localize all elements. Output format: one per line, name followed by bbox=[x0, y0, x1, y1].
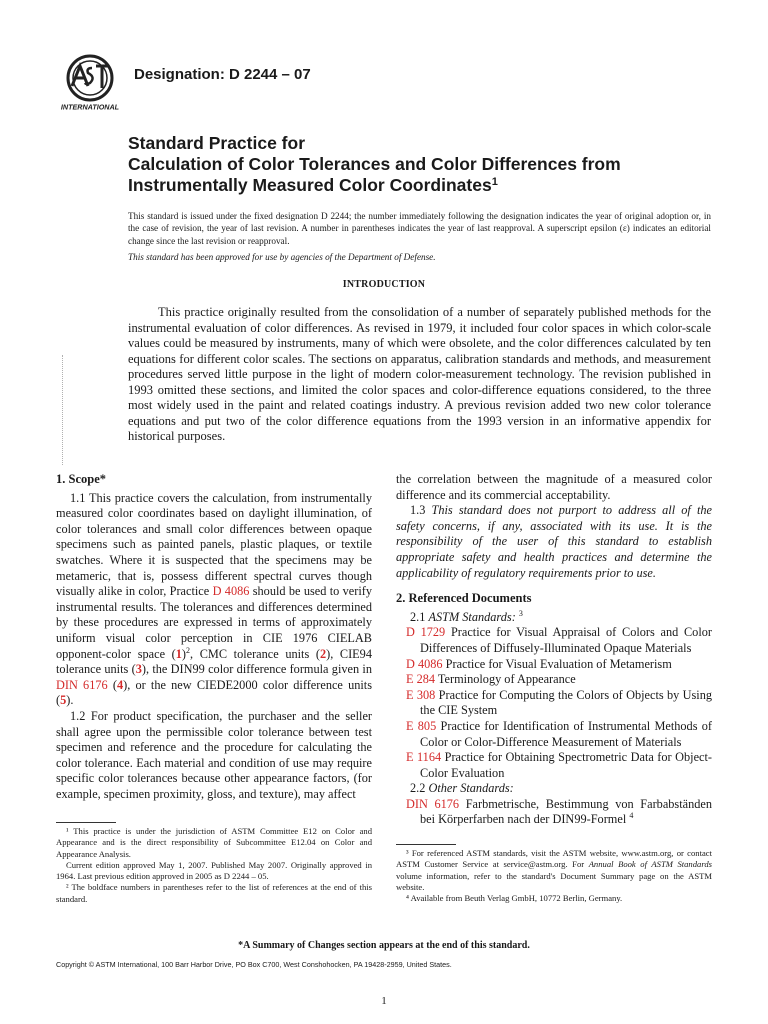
astm-reference-list bbox=[396, 625, 712, 781]
reference-item bbox=[406, 688, 712, 719]
ref-link-1[interactable]: 1 bbox=[175, 646, 182, 661]
astm-logo bbox=[58, 52, 122, 116]
reference-item bbox=[406, 625, 712, 656]
left-column bbox=[56, 472, 372, 802]
reference-code-link[interactable]: E 1164 bbox=[406, 750, 442, 765]
link-d4086[interactable]: D 4086 bbox=[212, 584, 250, 599]
document-title bbox=[128, 133, 688, 196]
ref-link-2[interactable]: 2 bbox=[319, 646, 327, 661]
reference-item bbox=[406, 672, 712, 688]
introduction-heading: INTRODUCTION bbox=[342, 279, 426, 290]
reference-item bbox=[406, 719, 712, 750]
scope-para-1-2-continued: the correlation between the magnitude of a measured color difference and its commercial acceptability. bbox=[396, 472, 712, 502]
reference-item bbox=[406, 657, 712, 673]
title-footnote-mark: 1 bbox=[491, 176, 498, 188]
title-line-3: Instrumentally Measured Color Coordinates$^1$ bbox=[128, 175, 498, 195]
issuance-notice: This standard is issued under the fixed designation D 2244; the number immediately following the designation indicates the year of original adoption or, in the case of revision, the year of last revision. A number in parentheses indicates the year of last reapproval. A superscript epsilon (ε) indicates an editorial change since the last revision or reapproval. bbox=[128, 211, 711, 246]
footnote-rule-left bbox=[56, 822, 116, 823]
ref-link-5[interactable]: 5 bbox=[60, 693, 67, 708]
reference-title: Practice for Identification of Instrumental Methods of Color or Color-Difference Measurement of Materials bbox=[420, 718, 712, 749]
footnote-1-edition: Current edition approved May 1, 2007. Published May 2007. Originally approved in 1964. Last previous edition approved in 2005 as D 2244 – 05. bbox=[56, 859, 372, 882]
footnote-2: ² The boldface numbers in parentheses refer to the list of references at the end of this standard. bbox=[56, 882, 372, 904]
right-column bbox=[396, 472, 712, 828]
footnote-1: ¹ This practice is under the jurisdiction of ASTM Committee E12 on Color and Appearance and is the direct responsibility of Subcommittee E12.04 on Color and Appearance Analysis. bbox=[56, 826, 372, 859]
ref-link-3[interactable]: 3 bbox=[135, 662, 142, 677]
footnote-4: ⁴ Available from Beuth Verlag GmbH, 10772 Berlin, Germany. bbox=[406, 893, 623, 904]
ref-link-4[interactable]: 4 bbox=[116, 677, 124, 692]
introduction-text: This practice originally resulted from the consolidation of a number of separately published methods for the instrumental evaluation of color differences. As revised in 1979, it included four color spaces in which color-scale values could be measured by instruments, many of which were obsolete, and the color differences calculated by ten equations for different color scales. The sections on apparatus, calibration standards and methods, and measurement procedures served little purpose in the light of modern color-measurement technology. The revision published in 1993 omitted these sections, and limited the color spaces and color-difference equations considered, to the three most widely used in the paint and related coatings industry. A previous revision added two new color tolerance equations and put two of the color difference equations from the 1993 version in an informative appendix for historical purposes. bbox=[128, 305, 711, 443]
designation: Designation: D 2244 – 07 bbox=[134, 66, 311, 83]
reference-title: Practice for Visual Evaluation of Metamerism bbox=[445, 656, 672, 671]
reference-code-link[interactable]: E 805 bbox=[406, 718, 437, 733]
footnotes-right bbox=[396, 848, 712, 904]
title-line-2: Calculation of Color Tolerances and Color Differences from bbox=[128, 154, 621, 174]
page-number: 1 bbox=[381, 995, 387, 1007]
referenced-documents-heading: 2. Referenced Documents bbox=[396, 591, 532, 606]
reference-item bbox=[406, 750, 712, 781]
footnotes-left bbox=[56, 826, 372, 905]
logo-wordmark: INTERNATIONAL bbox=[60, 102, 120, 112]
dod-approval-note: This standard has been approved for use by agencies of the Department of Defense. bbox=[128, 252, 436, 262]
scope-para-1-3: 1.3 This standard does not purport to address all of the safety concerns, if any, associated with its use. It is the responsibility of the user of this standard to establish appropriate safety and health practices and determine the applicability of regulatory requirements prior to use. bbox=[396, 503, 712, 580]
revision-margin-marks bbox=[62, 355, 65, 465]
copyright-line: Copyright © ASTM International, 100 Barr Harbor Drive, PO Box C700, West Conshohocken, PA 19428-2959, United States. bbox=[56, 960, 452, 969]
reference-title: Practice for Obtaining Spectrometric Data for Object-Color Evaluation bbox=[420, 750, 712, 780]
scope-heading: 1. Scope* bbox=[56, 472, 106, 486]
scope-para-1-2: 1.2 For product specification, the purchaser and the seller shall agree upon the permissible color tolerance between test specimen and reference and the procedure for calculating the color tolerance. Each material and condition of use may require specific color tolerances because other appearance factors, (for example, specimen proximity, gloss, and texture), may affect bbox=[56, 708, 372, 801]
footnote-3: ³ For referenced ASTM standards, visit the ASTM website, www.astm.org, or contact ASTM Customer Service at service@astm.org. For Annual Book of ASTM Standards volume information, refer to the standard's Document Summary page on the ASTM website. bbox=[396, 848, 712, 892]
reference-code-link[interactable]: E 308 bbox=[406, 687, 436, 702]
summary-of-changes-note: *A Summary of Changes section appears at the end of this standard. bbox=[238, 940, 530, 951]
reference-title: Practice for Visual Appraisal of Colors and Color Differences of Diffusely-Illuminated Opaque Materials bbox=[420, 625, 712, 655]
reference-code-link[interactable]: D 4086 bbox=[406, 656, 443, 671]
reference-title: Terminology of Appearance bbox=[437, 672, 576, 687]
other-standards-subheading: 2.2 Other Standards: bbox=[410, 781, 514, 796]
reference-title: Practice for Computing the Colors of Objects by Using the CIE System bbox=[420, 687, 713, 718]
reference-din6176: DIN 6176 Farbmetrische, Bestimmung von Farbabständen bei Körperfarben nach der DIN99-Formel $^4$ bbox=[406, 796, 712, 827]
link-din6176-ref[interactable]: DIN 6176 bbox=[406, 796, 460, 811]
link-din6176[interactable]: DIN 6176 bbox=[56, 677, 108, 692]
reference-code-link[interactable]: D 1729 bbox=[406, 625, 446, 640]
scope-para-1-1: 1.1 This practice covers the calculation, from instrumentally measured color coordinates based on daylight illumination, of color tolerances and small color differences between opaque specimens such as painted panels, plastic plaques, or textile swatches. Where it is suspected that the specimens may be metameric, that is, possess different spectral curves though visually alike in color, Practice D 4086 should be used to verify instrumental results. The tolerances and differences determined by these procedures are expressed in terms of approximately uniform visual color perception in CIE 1976 CIELAB opponent-color space $(1)^2$, CMC tolerance units (2), CIE94 tolerance units (3), the DIN99 color difference formula given in DIN 6176 (4), or the new CIEDE2000 color difference units (5). bbox=[56, 490, 372, 708]
reference-code-link[interactable]: E 284 bbox=[406, 672, 436, 687]
astm-standards-subheading: 2.1 ASTM Standards: $^3$ bbox=[410, 608, 523, 624]
title-line-1: Standard Practice for bbox=[128, 133, 305, 153]
footnote-rule-right bbox=[396, 844, 456, 845]
